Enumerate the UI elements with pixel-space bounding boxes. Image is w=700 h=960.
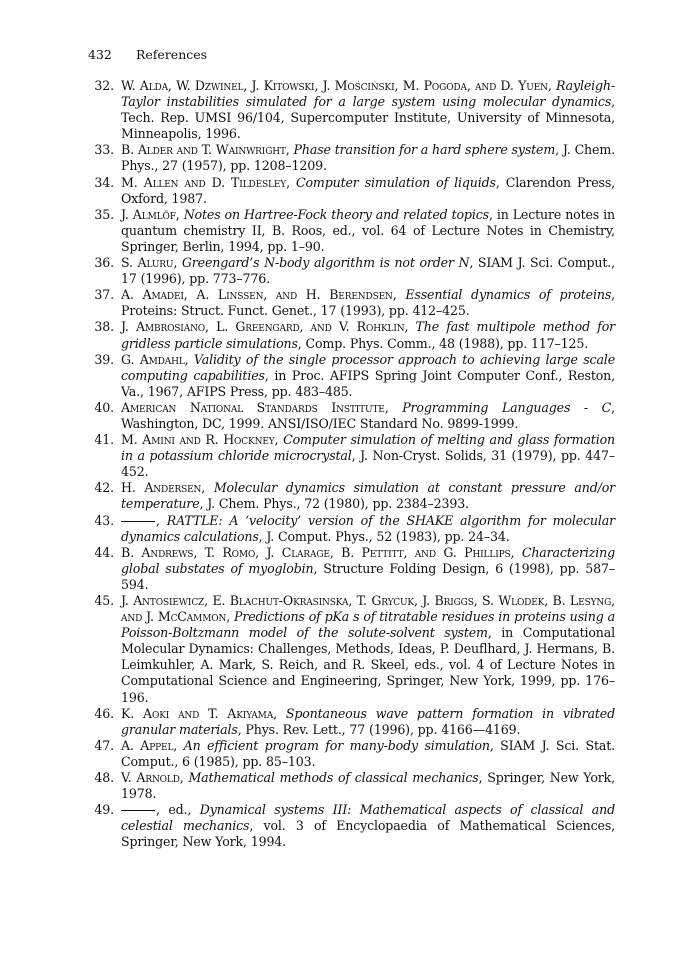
reference-title: Validity of the single processor approach to achieving large scale computing capabilities xyxy=(121,351,615,383)
reference-title: An efficient program for many-body simulation xyxy=(183,737,490,753)
reference-entry: 47. A. Appel, An efficient program for many-body simulation, SIAM J. Sci. Stat. Comput., 6 (1985), pp. 85–103. xyxy=(88,738,615,770)
reference-title: Programming Languages - C xyxy=(402,399,612,415)
reference-entry: 44. B. Andrews, T. Romo, J. Clarage, B. Pettitt, and G. Phillips, Characterizing global substates of myoglobin, Structure Folding Design, 6 (1998), pp. 587–594. xyxy=(88,545,615,593)
reference-authors: G. Amdahl xyxy=(121,351,185,367)
reference-details: J. Chem. Phys., 27 (1957), pp. 1208–1209. xyxy=(121,142,615,174)
reference-number: 43. xyxy=(94,512,114,528)
reference-number: 34. xyxy=(94,174,114,190)
reference-details: Proteins: Struct. Funct. Genet., 17 (1993), pp. 412–425. xyxy=(121,303,470,319)
reference-authors: B. Alder and T. Wainwright xyxy=(121,142,286,158)
reference-details: J. Comput. Phys., 52 (1983), pp. 24–34. xyxy=(266,528,510,544)
reference-details: in Lecture notes in quantum chemistry II, B. Roos, ed., vol. 64 of Lecture Notes in Chemistry, Springer, Berlin, 1994, pp. 1–90. xyxy=(121,206,615,254)
reference-list xyxy=(88,78,615,851)
reference-authors: J. Almlöf xyxy=(121,206,176,222)
reference-title: Dynamical systems III: Mathematical aspects of classical and celestial mechanics xyxy=(121,802,615,834)
reference-authors: S. Aluru xyxy=(121,255,174,271)
reference-title: Rayleigh-Taylor instabilities simulated for a large system using molecular dynamics xyxy=(121,78,615,110)
page-number: 432 xyxy=(88,47,112,62)
reference-details: Structure Folding Design, 6 (1998), pp. 587–594. xyxy=(121,560,615,592)
reference-title: Computer simulation of liquids xyxy=(296,174,496,190)
reference-authors: B. Andrews, T. Romo, J. Clarage, B. Pettitt, and G. Phillips xyxy=(121,544,511,560)
reference-number: 35. xyxy=(94,206,114,222)
reference-details: Comp. Phys. Comm., 48 (1988), pp. 117–125. xyxy=(305,335,589,351)
reference-number: 39. xyxy=(94,351,114,367)
reference-details: Clarendon Press, Oxford, 1987. xyxy=(121,174,615,206)
reference-number: 40. xyxy=(94,399,114,415)
reference-title: Molecular dynamics simulation at constant pressure and/or temperature xyxy=(121,480,615,512)
reference-entry: 41. M. Amini and R. Hockney, Computer simulation of melting and glass formation in a potassium chloride microcrystal, J. Non-Cryst. Solids, 31 (1979), pp. 447–452. xyxy=(88,432,615,480)
reference-entry: 40. American National Standards Institute, Programming Languages - C, Washington, DC, 1999. ANSI/ISO/IEC Standard No. 9899-1999. xyxy=(88,400,615,432)
reference-title: Spontaneous wave pattern formation in vibrated granular materials xyxy=(121,705,615,737)
reference-authors: American National Standards Institute xyxy=(121,399,385,415)
reference-authors: H. Andersen xyxy=(121,480,202,496)
reference-entry: 45. J. Antosiewicz, E. Blachut-Okrasinska, T. Grycuk, J. Briggs, S. Wlodek, B. Lesyng, and J. McCammon, Predictions of pKa s of titratable residues in proteins using a Poisson-Boltzmann model of the solute-solvent system, in Computational Molecular Dynamics: Challenges, Methods, Ideas, P. Deuflhard, J. Hermans, B. Leimkuhler, A. Mark, S. Reich, and R. Skeel, eds., vol. 4 of Lecture Notes in Computational Science and Engineering, Springer, New York, 1999, pp. 176–196. xyxy=(88,593,615,706)
reference-details: J. Chem. Phys., 72 (1980), pp. 2384–2393. xyxy=(207,496,469,512)
reference-authors: M. Amini and R. Hockney xyxy=(121,432,275,448)
running-title: References xyxy=(136,47,208,62)
reference-title: Computer simulation of melting and glass formation in a potassium chloride microcrystal xyxy=(121,432,615,464)
reference-entry: 39. G. Amdahl, Validity of the single processor approach to achieving large scale computing capabilities, in Proc. AFIPS Spring Joint Computer Conf., Reston, Va., 1967, AFIPS Press, pp. 483–485. xyxy=(88,352,615,400)
reference-title: The fast multipole method for gridless particle simulations xyxy=(121,319,615,351)
reference-authors: J. Antosiewicz, E. Blachut-Okrasinska, T. Grycuk, J. Briggs, S. Wlodek, B. Lesyng, and J. McCammon xyxy=(121,593,615,625)
reference-entry: 33. B. Alder and T. Wainwright, Phase transition for a hard sphere system, J. Chem. Phys., 27 (1957), pp. 1208–1209. xyxy=(88,142,615,174)
reference-details: Tech. Rep. UMSI 96/104, Supercomputer Institute, University of Minnesota, Minneapolis, 1996. xyxy=(121,110,615,142)
reference-authors: A. Appel xyxy=(121,737,174,753)
reference-number: 37. xyxy=(94,287,114,303)
reference-entry: 37. A. Amadei, A. Linssen, and H. Berendsen, Essential dynamics of proteins, Proteins: Struct. Funct. Genet., 17 (1993), pp. 412–425. xyxy=(88,287,615,319)
reference-title: Predictions of pKa s of titratable residues in proteins using a Poisson-Boltzmann model of the solute-solvent system xyxy=(121,609,615,641)
reference-entry: 38. J. Ambrosiano, L. Greengard, and V. Rohklin, The fast multipole method for gridless particle simulations, Comp. Phys. Comm., 48 (1988), pp. 117–125. xyxy=(88,319,615,351)
reference-entry: 34. M. Allen and D. Tildesley, Computer simulation of liquids, Clarendon Press, Oxford, 1987. xyxy=(88,175,615,207)
reference-number: 41. xyxy=(94,432,114,448)
reference-entry: 49. , ed., Dynamical systems III: Mathematical aspects of classical and celestial mechanics, vol. 3 of Encyclopaedia of Mathematical Sciences, Springer, New York, 1994. xyxy=(88,802,615,850)
reference-entry: 36. S. Aluru, Greengard’s N-body algorithm is not order N, SIAM J. Sci. Comput., 17 (1996), pp. 773–776. xyxy=(88,255,615,287)
reference-entry: 48. V. Arnold, Mathematical methods of classical mechanics, Springer, New York, 1978. xyxy=(88,770,615,802)
reference-title: Mathematical methods of classical mechanics xyxy=(188,770,479,786)
reference-title: RATTLE: A ‘velocity’ version of the SHAKE algorithm for molecular dynamics calculations xyxy=(121,512,615,544)
reference-number: 33. xyxy=(94,142,114,158)
reference-authors: K. Aoki and T. Akiyama xyxy=(121,705,274,721)
reference-title: Greengard’s N-body algorithm is not order N xyxy=(181,255,470,271)
running-head xyxy=(88,47,207,62)
reference-details: Phys. Rev. Lett., 77 (1996), pp. 4166—4169. xyxy=(245,721,521,737)
reference-details: in Computational Molecular Dynamics: Challenges, Methods, Ideas, P. Deuflhard, J. Hermans, B. Leimkuhler, A. Mark, S. Reich, and R. Skeel, eds., vol. 4 of Lecture Notes in Computational Science and Engineering, Springer, New York, 1999, pp. 176–196. xyxy=(121,625,615,705)
reference-title: Essential dynamics of proteins xyxy=(405,287,612,303)
reference-authors: M. Allen and D. Tildesley xyxy=(121,174,287,190)
reference-authors: W. Alda, W. Dzwinel, J. Kitowski, J. Mościński, M. Pogoda, and D. Yuen xyxy=(121,78,548,93)
reference-number: 38. xyxy=(94,319,114,335)
same-author-dash xyxy=(121,810,155,811)
editor-note: ed., xyxy=(168,802,192,818)
reference-details: Springer, New York, 1978. xyxy=(121,770,615,802)
reference-number: 44. xyxy=(94,544,114,560)
reference-details: SIAM J. Sci. Stat. Comput., 6 (1985), pp. 85–103. xyxy=(121,737,615,769)
reference-details: Washington, DC, 1999. ANSI/ISO/IEC Standard No. 9899-1999. xyxy=(121,415,519,431)
reference-number: 49. xyxy=(94,802,114,818)
reference-details: J. Non-Cryst. Solids, 31 (1979), pp. 447–452. xyxy=(121,448,615,480)
reference-title: Phase transition for a hard sphere system xyxy=(293,142,556,158)
reference-authors: V. Arnold xyxy=(121,770,180,786)
reference-entry: 32. W. Alda, W. Dzwinel, J. Kitowski, J. Mościński, M. Pogoda, and D. Yuen, Rayleigh-Taylor instabilities simulated for a large system using molecular dynamics, Tech. Rep. UMSI 96/104, Supercomputer Institute, University of Minnesota, Minneapolis, 1996. xyxy=(88,78,615,142)
reference-authors: J. Ambrosiano, L. Greengard, and V. Rohklin xyxy=(121,319,405,335)
same-author-dash xyxy=(121,521,155,522)
reference-authors: A. Amadei, A. Linssen, and H. Berendsen xyxy=(121,287,393,303)
reference-entry: 35. J. Almlöf, Notes on Hartree-Fock theory and related topics, in Lecture notes in quantum chemistry II, B. Roos, ed., vol. 64 of Lecture Notes in Chemistry, Springer, Berlin, 1994, pp. 1–90. xyxy=(88,207,615,255)
reference-entry: 42. H. Andersen, Molecular dynamics simulation at constant pressure and/or temperature, J. Chem. Phys., 72 (1980), pp. 2384–2393. xyxy=(88,480,615,512)
reference-entry: 43. , RATTLE: A ‘velocity’ version of the SHAKE algorithm for molecular dynamics calculations, J. Comput. Phys., 52 (1983), pp. 24–34. xyxy=(88,513,615,545)
reference-number: 47. xyxy=(94,737,114,753)
reference-number: 48. xyxy=(94,770,114,786)
reference-title: Characterizing global substates of myoglobin xyxy=(121,544,615,576)
reference-details: vol. 3 of Encyclopaedia of Mathematical Sciences, Springer, New York, 1994. xyxy=(121,818,615,850)
reference-details: SIAM J. Sci. Comput., 17 (1996), pp. 773–776. xyxy=(121,255,615,287)
reference-number: 45. xyxy=(94,593,114,608)
reference-details: in Proc. AFIPS Spring Joint Computer Conf., Reston, Va., 1967, AFIPS Press, pp. 483–485. xyxy=(121,367,615,399)
reference-number: 42. xyxy=(94,480,114,496)
reference-number: 46. xyxy=(94,705,114,721)
reference-title: Notes on Hartree-Fock theory and related topics xyxy=(183,206,489,222)
reference-number: 36. xyxy=(94,255,114,271)
reference-number: 32. xyxy=(94,78,114,93)
reference-entry: 46. K. Aoki and T. Akiyama, Spontaneous wave pattern formation in vibrated granular materials, Phys. Rev. Lett., 77 (1996), pp. 4166—4169. xyxy=(88,706,615,738)
